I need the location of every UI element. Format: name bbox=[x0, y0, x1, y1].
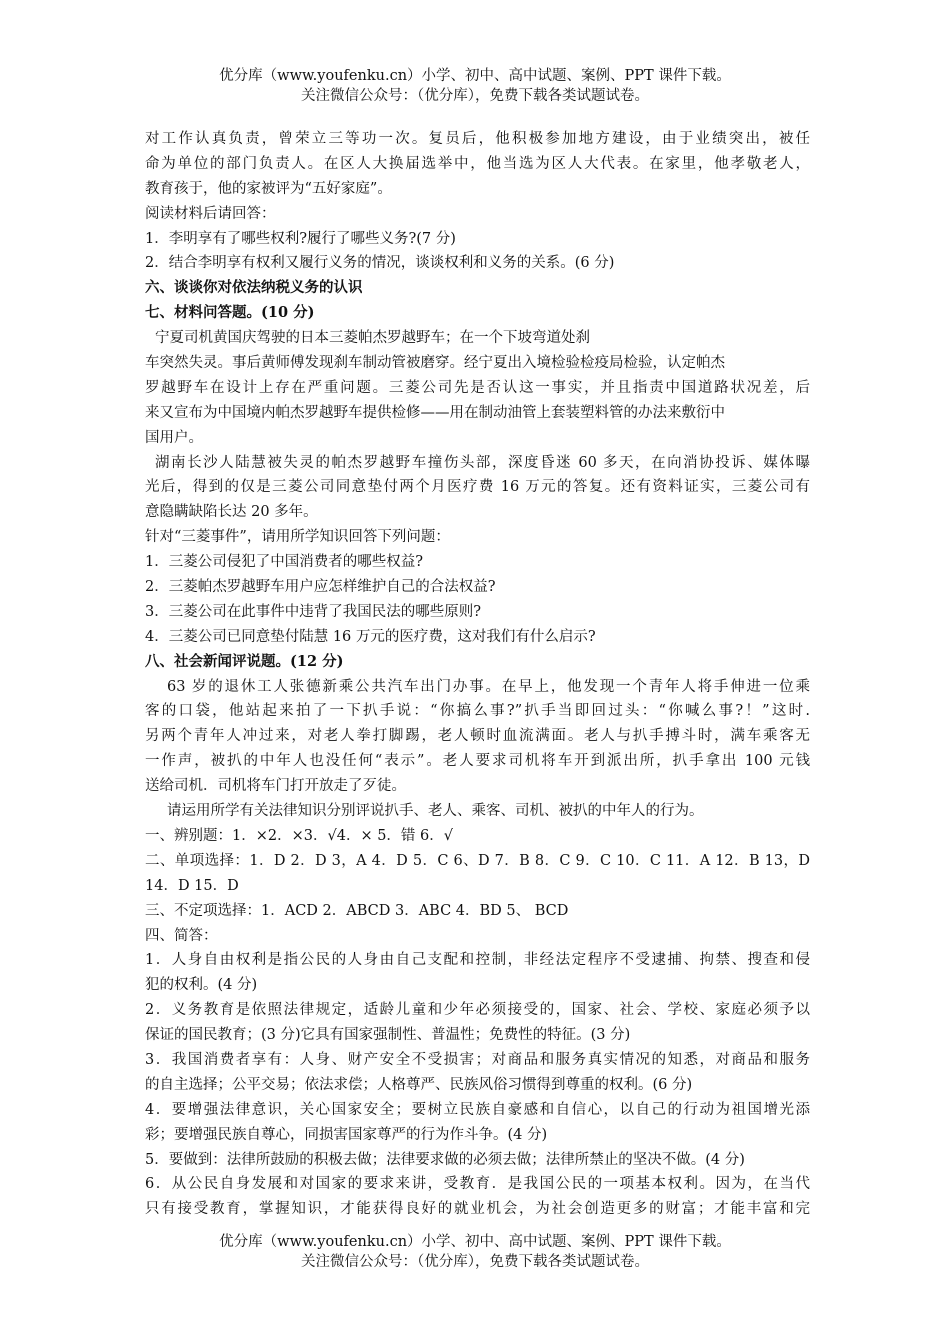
text-line: 3．我国消费者享有：人身、财产安全不受损害；对商品和服务真实情况的知悉，对商品和服务 bbox=[145, 1051, 810, 1068]
text-line: 四、简答： bbox=[145, 927, 218, 944]
text-line: 来又宣布为中国境内帕杰罗越野车提供检修——用在制动油管上套装塑料管的办法来敷衍中 bbox=[145, 404, 725, 421]
page-header bbox=[0, 66, 950, 106]
text-line: 63 岁的退休工人张德新乘公共汽车出门办事。在早上，他发现一个青年人将手伸进一位乘 bbox=[167, 678, 810, 695]
text-line: 一、辨别题：1．×2．×3．√4．× 5．错 6．√ bbox=[145, 827, 453, 844]
text-line: 光后，得到的仅是三菱公司同意垫付两个月医疗费 16 万元的答复。还有资料证实，三菱公司有 bbox=[145, 479, 810, 496]
text-line: 只有接受教育，掌握知识，才能获得良好的就业机会，为社会创造更多的财富；才能丰富和完 bbox=[145, 1201, 810, 1218]
text-line: 5．要做到：法律所鼓励的积极去做；法律要求做的必须去做；法律所禁止的坚决不做。(4 分) bbox=[145, 1151, 745, 1168]
text-line: 2．结合李明享有权利又履行义务的情况，谈谈权利和义务的关系。(6 分) bbox=[145, 255, 615, 272]
text-line: 请运用所学有关法律知识分别评说扒手、老人、乘客、司机、被扒的中年人的行为。 bbox=[167, 803, 704, 820]
text-line: 车突然失灵。事后黄师傅发现刹车制动管被磨穿。经宁夏出入境检验检疫局检验，认定帕杰 bbox=[145, 355, 725, 372]
text-line: 意隐瞒缺陷长达 20 多年。 bbox=[145, 504, 318, 521]
text-line: 的自主选择；公平交易；依法求偿；人格尊严、民族风俗习惯得到尊重的权利。(6 分) bbox=[145, 1076, 693, 1093]
section-heading: 六、谈谈你对依法纳税义务的认识 bbox=[145, 279, 363, 297]
text-line: 国用户。 bbox=[145, 429, 203, 446]
text-line: 针对“三菱事件”，请用所学知识回答下列问题： bbox=[145, 529, 450, 546]
document-body bbox=[145, 127, 810, 1222]
header-line-2: 关注微信公众号：（优分库），免费下载各类试题试卷。 bbox=[301, 88, 649, 104]
text-line: 命为单位的部门负责人。在区人大换届选举中，他当选为区人大代表。在家里，他孝敬老人， bbox=[145, 155, 810, 172]
text-line: 罗越野车在设计上存在严重问题。三菱公司先是否认这一事实，并且指责中国道路状况差，后 bbox=[145, 379, 810, 396]
text-line: 犯的权利。(4 分) bbox=[145, 977, 258, 994]
section-heading: 七、材料问答题。(10 分) bbox=[145, 304, 315, 322]
text-line: 3．三菱公司在此事件中违背了我国民法的哪些原则? bbox=[145, 603, 481, 620]
text-line: 客的口袋，他站起来拍了一下扒手说：“你搞么事?”扒手当即回过头：“你喊么事?！”这时. bbox=[145, 703, 810, 720]
text-line: 湖南长沙人陆慧被失灵的帕杰罗越野车撞伤头部，深度昏迷 60 多天，在向消协投诉、媒体曝 bbox=[155, 454, 810, 471]
text-line: 14．D 15．D bbox=[145, 877, 239, 894]
text-line: 三、不定项选择：1．ACD 2．ABCD 3．ABC 4．BD 5、 BCD bbox=[145, 902, 569, 919]
text-line: 1．李明享有了哪些权利?履行了哪些义务?(7 分) bbox=[145, 230, 456, 247]
text-line: 2．三菱帕杰罗越野车用户应怎样维护自己的合法权益? bbox=[145, 579, 496, 596]
text-line: 彩；要增强民族自尊心，同损害国家尊严的行为作斗争。(4 分) bbox=[145, 1126, 548, 1143]
text-line: 阅读材料后请回答： bbox=[145, 205, 276, 222]
text-line: 1．三菱公司侵犯了中国消费者的哪些权益? bbox=[145, 554, 423, 571]
text-line: 送给司机．司机将车门打开放走了歹徒。 bbox=[145, 778, 406, 795]
header-line-1: 优分库（www.youfenku.cn）小学、初中、高中试题、案例、PPT 课件下载。 bbox=[219, 68, 731, 84]
page-footer bbox=[0, 1232, 950, 1272]
text-line: 2．义务教育是依照法律规定，适龄儿童和少年必须接受的，国家、社会、学校、家庭必须予以 bbox=[145, 1002, 810, 1019]
footer-line-2: 关注微信公众号：（优分库），免费下载各类试题试卷。 bbox=[301, 1254, 649, 1270]
text-line: 4．三菱公司已同意垫付陆慧 16 万元的医疗费，这对我们有什么启示? bbox=[145, 628, 596, 645]
text-line: 1．人身自由权利是指公民的人身由自己支配和控制，非经法定程序不受逮捕、拘禁、搜查和侵 bbox=[145, 952, 810, 969]
footer-line-1: 优分库（www.youfenku.cn）小学、初中、高中试题、案例、PPT 课件下载。 bbox=[219, 1234, 731, 1250]
text-line: 一作声，被扒的中年人也没任何“表示”。老人要求司机将车开到派出所，扒手拿出 100 元钱 bbox=[145, 753, 810, 770]
text-line: 二、单项选择：1．D 2．D 3，A 4．D 5．C 6、D 7．B 8．C 9．C 10．C 11．A 12．B 13，D bbox=[145, 852, 810, 869]
text-line: 4．要增强法律意识，关心国家安全；要树立民族自豪感和自信心，以自己的行动为祖国增光添 bbox=[145, 1101, 810, 1118]
text-line: 保证的国民教育；(3 分)它具有国家强制性、普温性；免费性的特征。(3 分) bbox=[145, 1027, 631, 1044]
text-line: 另两个青年人冲过来，对老人拳打脚踢，老人顿时血流满面。老人与扒手搏斗时，满车乘客无 bbox=[145, 728, 810, 745]
text-line: 对工作认真负责，曾荣立三等功一次。复员后，他积极参加地方建设，由于业绩突出，被任 bbox=[145, 131, 810, 147]
text-line: 教育孩于，他的家被评为“五好家庭”。 bbox=[145, 180, 392, 197]
text-line: 宁夏司机黄国庆驾驶的日本三菱帕杰罗越野车；在一个下坡弯道处刹 bbox=[155, 330, 590, 347]
section-heading: 八、社会新闻评说题。(12 分) bbox=[145, 652, 344, 670]
text-line: 6．从公民自身发展和对国家的要求来讲，受教育．是我国公民的一项基本权利。因为，在当代 bbox=[145, 1176, 810, 1193]
